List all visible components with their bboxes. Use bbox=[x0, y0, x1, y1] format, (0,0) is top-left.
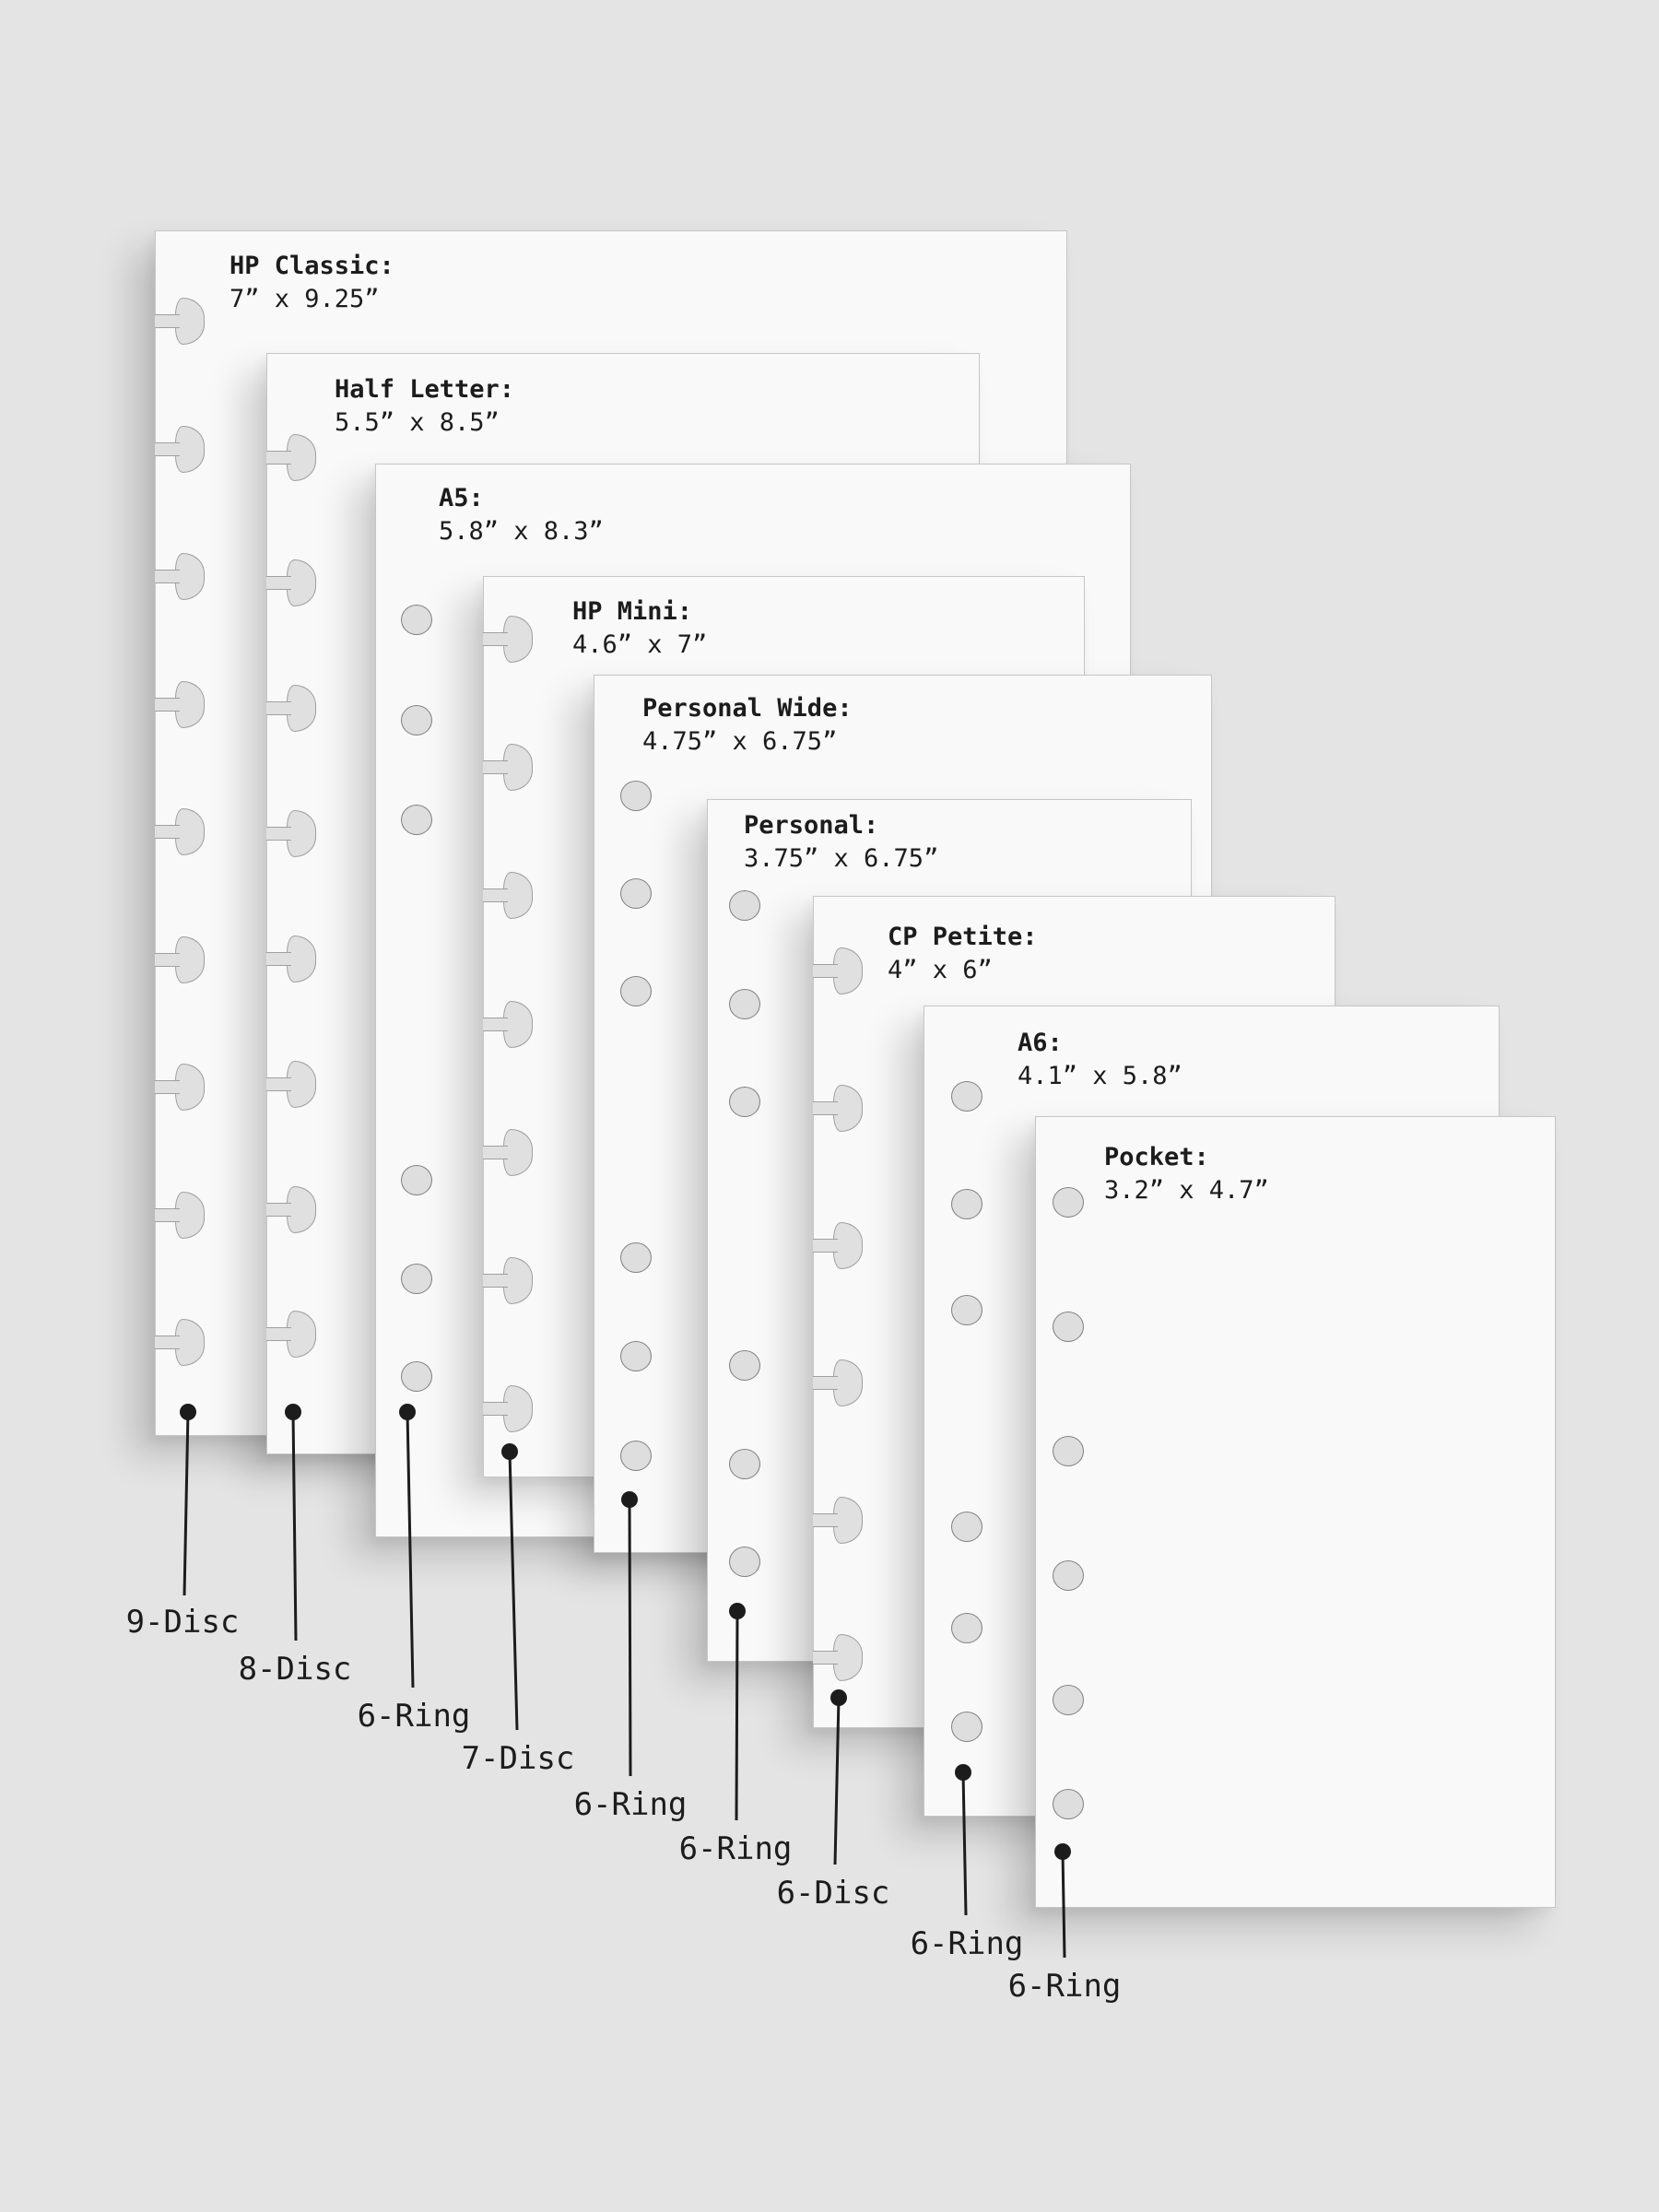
callout-line bbox=[963, 1772, 966, 1915]
callout-line bbox=[629, 1500, 630, 1776]
callout-dot bbox=[285, 1404, 301, 1420]
callout-line bbox=[835, 1698, 839, 1865]
sheet-name-label: Personal Wide: bbox=[642, 694, 853, 723]
callout-dot bbox=[621, 1491, 638, 1508]
callout-dot bbox=[955, 1764, 971, 1781]
sheet-name-label: HP Mini: bbox=[572, 597, 693, 626]
sheet-dimensions-label: 5.5” x 8.5” bbox=[335, 408, 500, 437]
callout-line bbox=[736, 1611, 737, 1820]
sheet-dimensions-label: 4.6” x 7” bbox=[572, 630, 708, 659]
sheet-name-label: CP Petite: bbox=[888, 923, 1038, 951]
callout-line bbox=[293, 1412, 296, 1641]
binding-label-personal-wide: 6-Ring bbox=[573, 1786, 688, 1823]
callout-dot bbox=[1054, 1843, 1071, 1860]
callout-line bbox=[510, 1452, 517, 1730]
sheet-name-label: A6: bbox=[1018, 1029, 1063, 1057]
callout-dot bbox=[501, 1443, 518, 1460]
sheet-dimensions-label: 3.75” x 6.75” bbox=[744, 844, 939, 873]
callout-dot bbox=[399, 1404, 416, 1420]
sheet-dimensions-label: 4.75” x 6.75” bbox=[642, 727, 838, 756]
sheet-dimensions-label: 3.2” x 4.7” bbox=[1104, 1176, 1269, 1205]
binding-label-a5: 6-Ring bbox=[357, 1698, 471, 1735]
callout-line bbox=[407, 1412, 413, 1688]
callout-line bbox=[1063, 1852, 1065, 1958]
binding-label-pocket: 6-Ring bbox=[1007, 1968, 1122, 2005]
binding-label-a6: 6-Ring bbox=[910, 1925, 1024, 1962]
sheet-dimensions-label: 4.1” x 5.8” bbox=[1018, 1062, 1182, 1090]
binding-label-personal: 6-Ring bbox=[678, 1830, 793, 1867]
binding-label-cp-petite: 6-Disc bbox=[776, 1875, 890, 1912]
sheet-name-label: Half Letter: bbox=[335, 375, 515, 404]
sheet-name-label: HP Classic: bbox=[229, 252, 394, 280]
callout-dot bbox=[180, 1404, 196, 1420]
callout-dot bbox=[729, 1603, 746, 1619]
callout-dot bbox=[830, 1689, 847, 1706]
binding-label-hp-classic: 9-Disc bbox=[125, 1604, 240, 1641]
binding-label-half-letter: 8-Disc bbox=[238, 1651, 352, 1688]
sheet-name-label: A5: bbox=[439, 484, 484, 512]
sheet-dimensions-label: 7” x 9.25” bbox=[229, 285, 380, 313]
sheet-dimensions-label: 4” x 6” bbox=[888, 956, 993, 984]
sheet-name-label: Pocket: bbox=[1104, 1143, 1209, 1171]
sheet-dimensions-label: 5.8” x 8.3” bbox=[439, 517, 604, 546]
callout-line bbox=[184, 1412, 188, 1595]
binding-label-hp-mini: 7-Disc bbox=[461, 1740, 575, 1777]
sheet-name-label: Personal: bbox=[744, 811, 879, 840]
